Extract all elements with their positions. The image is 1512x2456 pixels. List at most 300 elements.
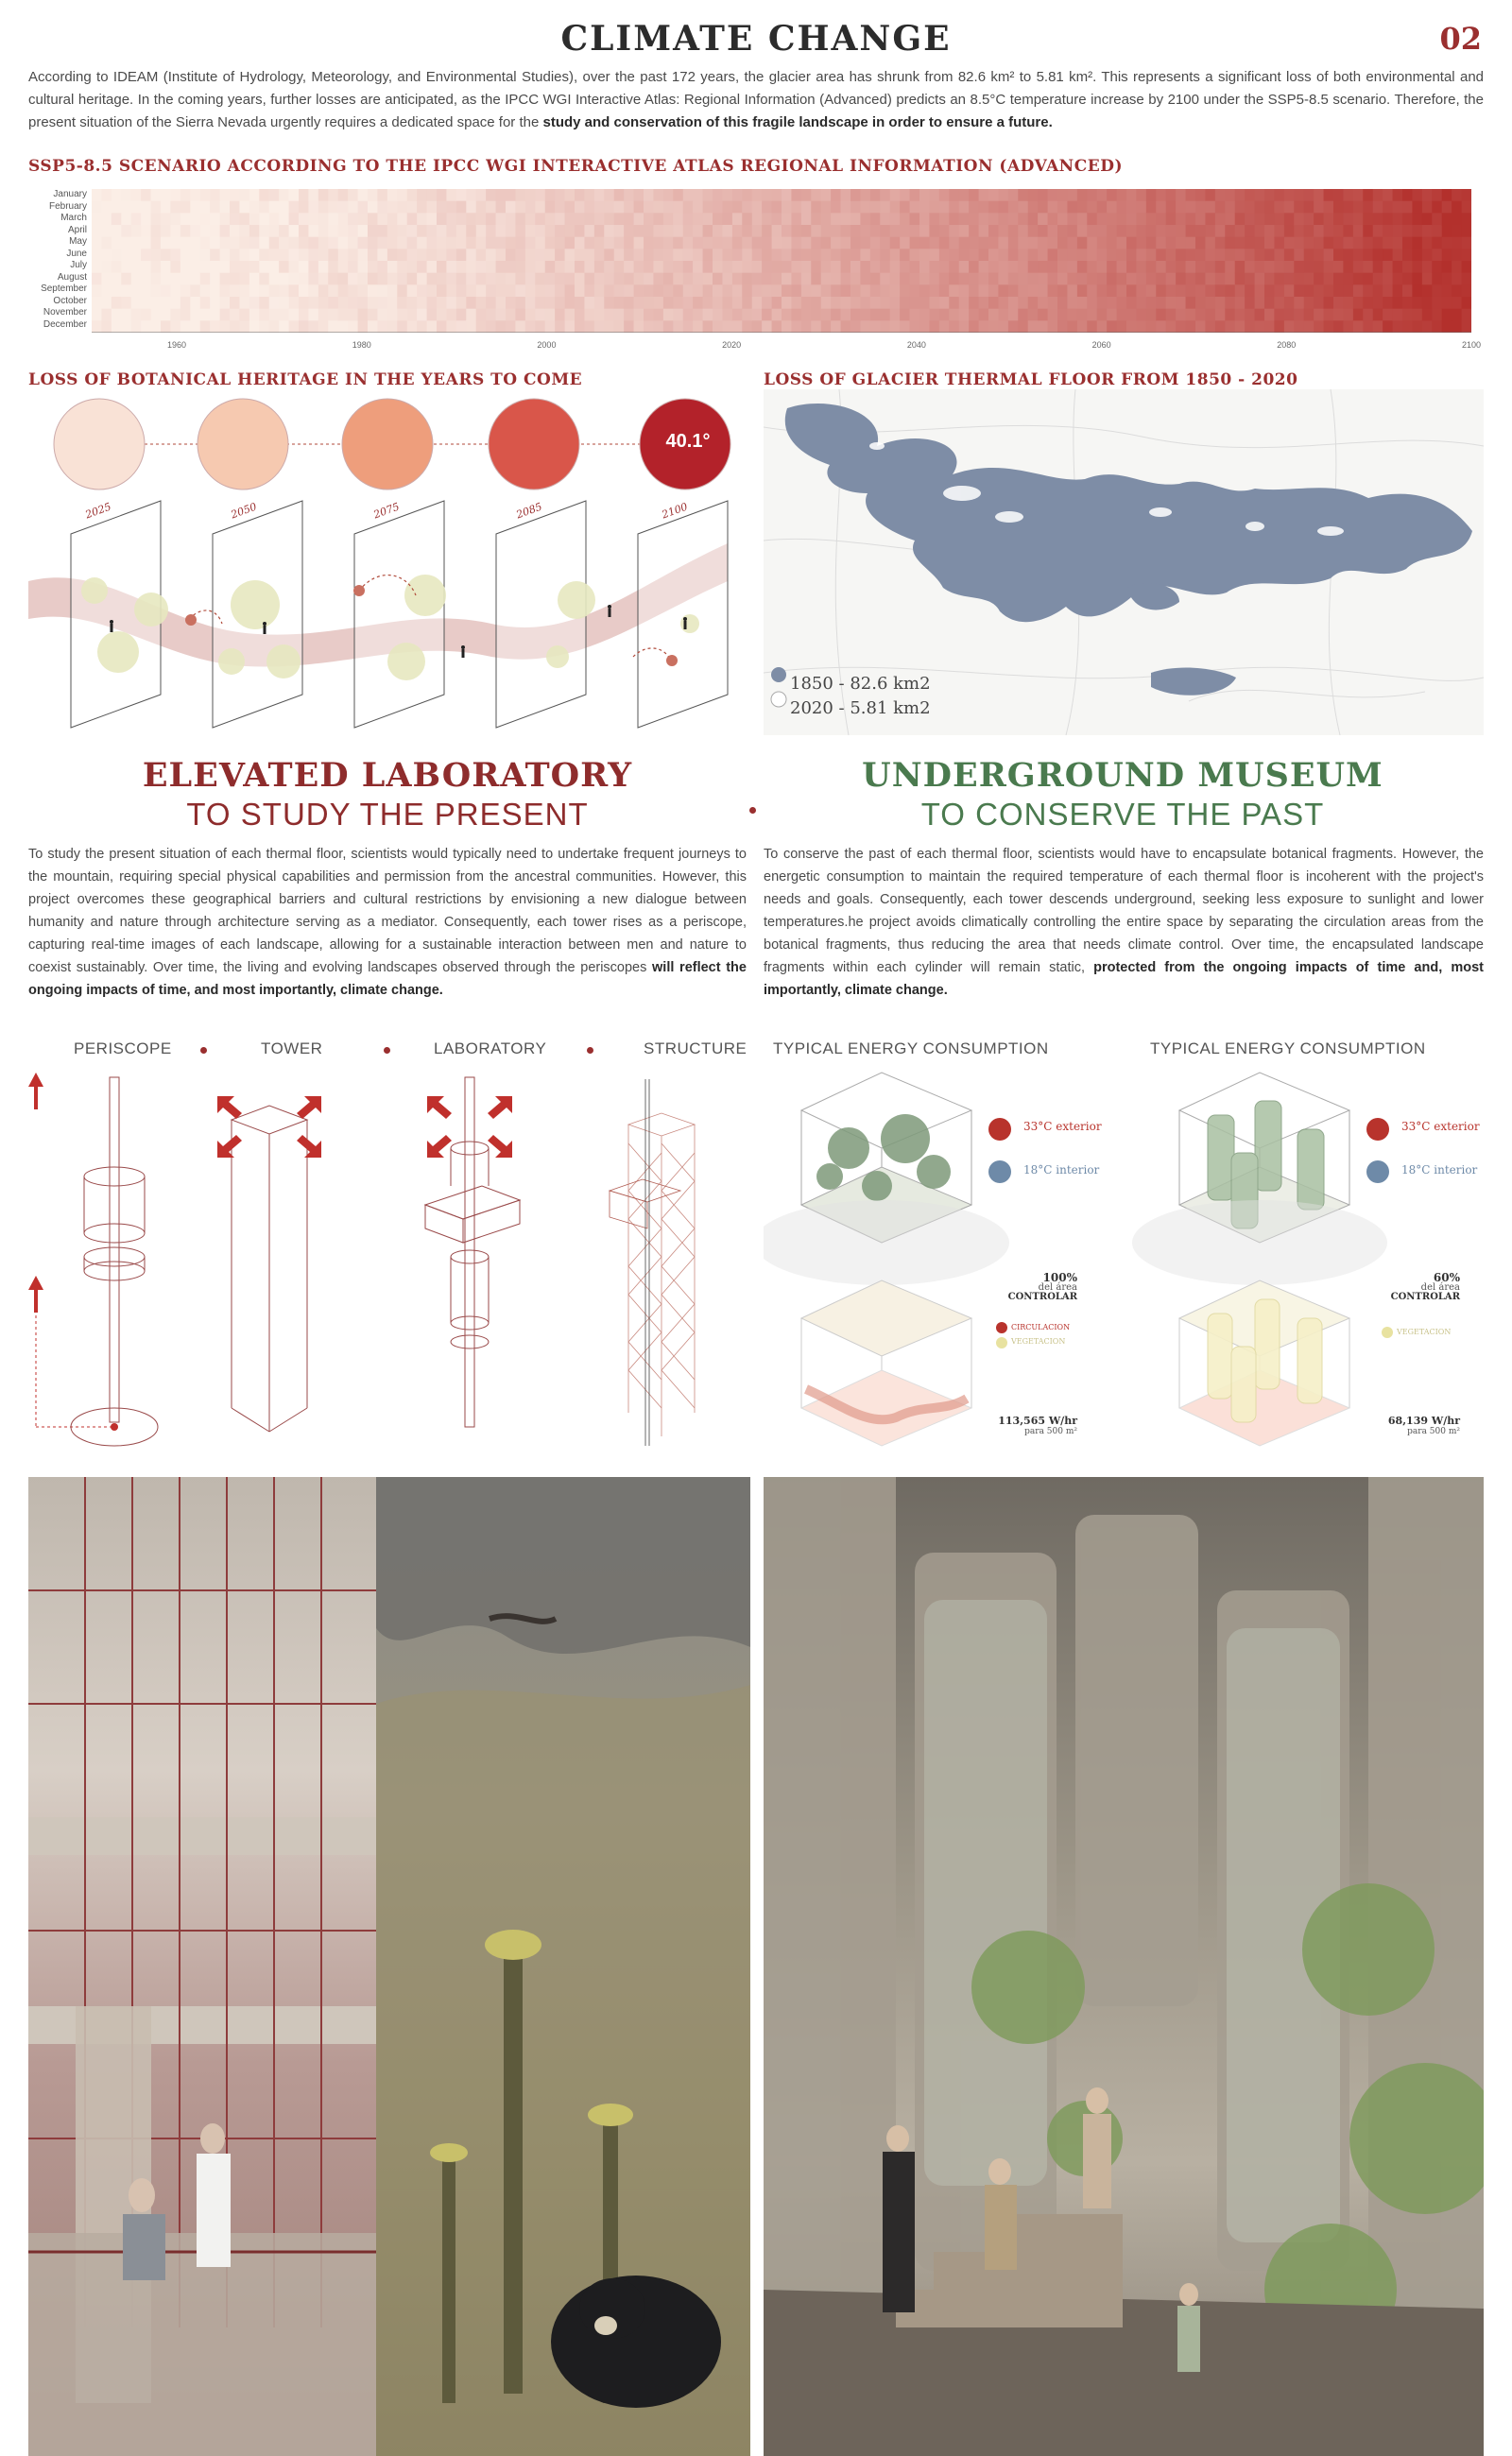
botanical-title: LOSS OF BOTANICAL HERITAGE IN THE YEARS TO COME <box>28 370 583 389</box>
heatmap-cell <box>772 284 782 297</box>
heatmap-cell <box>1195 189 1206 201</box>
heatmap-cell <box>456 273 467 285</box>
label-dot <box>587 1047 593 1054</box>
heatmap-cell <box>446 189 456 201</box>
heatmap-cell <box>1294 213 1304 225</box>
heatmap-cell <box>791 189 801 201</box>
heatmap-cell <box>801 237 812 249</box>
heatmap-cell <box>1255 297 1265 309</box>
heatmap-cell <box>1156 249 1166 261</box>
heatmap-cell <box>1245 189 1255 201</box>
heatmap-cell <box>1363 261 1373 273</box>
heatmap-cell <box>1097 320 1108 333</box>
heatmap-cell <box>190 249 200 261</box>
heatmap-cell <box>693 225 703 237</box>
heatmap-cell <box>752 249 763 261</box>
right-legend-vegetation: VEGETACION <box>1397 1328 1452 1336</box>
heatmap-cell <box>486 273 496 285</box>
heatmap-cell <box>772 249 782 261</box>
heatmap-cell <box>358 201 369 214</box>
heatmap-cell <box>910 261 920 273</box>
heatmap-cell <box>466 273 476 285</box>
heatmap-cell <box>1166 237 1177 249</box>
heatmap-cell <box>555 237 565 249</box>
heatmap-cell <box>1442 273 1452 285</box>
heatmap-cell <box>998 225 1008 237</box>
heatmap-cell <box>1176 297 1186 309</box>
heatmap-cell <box>466 189 476 201</box>
heatmap-cell <box>860 297 870 309</box>
heatmap-cell <box>565 320 576 333</box>
heatmap-cell <box>476 297 487 309</box>
heatmap-cell <box>683 261 694 273</box>
heatmap-cell <box>161 284 171 297</box>
heatmap-cell <box>348 284 358 297</box>
page-number: 02 <box>1439 21 1482 57</box>
heatmap-cell <box>850 297 861 309</box>
heatmap-cell <box>506 201 516 214</box>
highlight-temperature: 40.1° <box>665 431 711 452</box>
heatmap-cell <box>801 249 812 261</box>
heatmap-chart <box>92 189 1471 333</box>
heatmap-cell <box>289 213 300 225</box>
heatmap-cell <box>1087 201 1097 214</box>
heatmap-cell <box>1245 237 1255 249</box>
heatmap-cell <box>446 284 456 297</box>
heatmap-cell <box>1117 201 1127 214</box>
heatmap-cell <box>1284 273 1295 285</box>
heatmap-cell <box>368 261 378 273</box>
heatmap-cell <box>1245 297 1255 309</box>
heatmap-cell <box>1038 225 1048 237</box>
heatmap-cell <box>604 249 614 261</box>
heatmap-cell <box>496 273 507 285</box>
heatmap-cell <box>900 273 910 285</box>
heatmap-cell <box>249 273 260 285</box>
right-exterior-temp: 33°C exterior <box>1401 1120 1480 1133</box>
heatmap-cell <box>604 297 614 309</box>
heatmap-cell <box>742 237 752 249</box>
heatmap-cell <box>1264 320 1275 333</box>
heatmap-cell <box>1126 284 1137 297</box>
heatmap-cell <box>653 284 663 297</box>
heatmap-cell <box>1353 273 1364 285</box>
heatmap-cell <box>900 261 910 273</box>
heatmap-cell <box>890 249 901 261</box>
heatmap-cell <box>1057 249 1068 261</box>
heatmap-cell <box>466 309 476 321</box>
heatmap-cell <box>1166 261 1177 273</box>
heatmap-cell <box>121 320 131 333</box>
heatmap-cell <box>811 284 821 297</box>
heatmap-cell <box>1215 320 1226 333</box>
heatmap-cell <box>269 237 280 249</box>
heatmap-cell <box>1195 273 1206 285</box>
heatmap-cell <box>1156 309 1166 321</box>
heatmap-cell <box>663 297 674 309</box>
heatmap-cell <box>151 189 162 201</box>
heatmap-cell <box>959 189 970 201</box>
heatmap-cell <box>318 309 329 321</box>
heatmap-cell <box>1235 237 1246 249</box>
heatmap-cell <box>831 249 841 261</box>
heatmap-cell <box>427 189 438 201</box>
heatmap-cell <box>417 237 427 249</box>
heatmap-cell <box>437 213 447 225</box>
heatmap-cell <box>1186 309 1196 321</box>
heatmap-cell <box>653 237 663 249</box>
heatmap-cell <box>456 297 467 309</box>
heatmap-cell <box>1186 213 1196 225</box>
heatmap-cell <box>1324 237 1334 249</box>
heatmap-cell <box>565 237 576 249</box>
heatmap-cell <box>1363 284 1373 297</box>
heatmap-cell <box>525 249 536 261</box>
heatmap-cell <box>1107 189 1117 201</box>
heatmap-cell <box>841 201 851 214</box>
heatmap-cell <box>604 189 614 201</box>
heatmap-cell <box>1038 189 1048 201</box>
heatmap-cell <box>821 297 832 309</box>
heatmap-cell <box>565 261 576 273</box>
heatmap-cell <box>1255 249 1265 261</box>
heatmap-cell <box>1097 297 1108 309</box>
heatmap-cell <box>417 284 427 297</box>
heatmap-cell <box>1383 225 1393 237</box>
heatmap-cell <box>555 225 565 237</box>
heatmap-cell <box>673 201 683 214</box>
heatmap-cell <box>870 225 881 237</box>
heatmap-cell <box>1363 309 1373 321</box>
heatmap-cell <box>1412 249 1422 261</box>
heatmap-cell <box>1156 297 1166 309</box>
heatmap-cell <box>1353 284 1364 297</box>
heatmap-cell <box>515 249 525 261</box>
heatmap-cell <box>1186 201 1196 214</box>
heatmap-cell <box>210 189 220 201</box>
heatmap-cell <box>555 201 565 214</box>
heatmap-cell <box>417 213 427 225</box>
heatmap-cell <box>1136 237 1146 249</box>
heatmap-cell <box>1235 213 1246 225</box>
heatmap-cell <box>584 225 594 237</box>
heatmap-cell <box>377 225 387 237</box>
heatmap-cell <box>693 237 703 249</box>
heatmap-cell <box>614 213 625 225</box>
heatmap-cell <box>791 297 801 309</box>
heatmap-cell <box>880 297 890 309</box>
heatmap-cell <box>269 273 280 285</box>
heatmap-cell <box>1314 309 1324 321</box>
heatmap-cell <box>1028 213 1039 225</box>
heatmap-cell <box>1156 284 1166 297</box>
heatmap-cell <box>1166 297 1177 309</box>
heatmap-cell <box>338 284 349 297</box>
heatmap-cell <box>92 320 102 333</box>
heatmap-cell <box>742 297 752 309</box>
heatmap-cell <box>1373 225 1383 237</box>
heatmap-cell <box>772 320 782 333</box>
heatmap-cell <box>575 284 585 297</box>
heatmap-cell <box>949 309 959 321</box>
heatmap-cell <box>239 249 249 261</box>
heatmap-cell <box>210 309 220 321</box>
heatmap-cell <box>387 225 398 237</box>
heatmap-cell <box>210 213 220 225</box>
heatmap-cell <box>772 309 782 321</box>
heatmap-cell <box>919 261 930 273</box>
heatmap-cell <box>1018 189 1028 201</box>
heatmap-cell <box>831 284 841 297</box>
heatmap-cell <box>387 320 398 333</box>
heatmap-cell <box>959 201 970 214</box>
year-label-2025: 2025 <box>83 500 113 522</box>
heatmap-cell <box>644 309 654 321</box>
heatmap-cell <box>1255 237 1265 249</box>
heatmap-cell <box>653 273 663 285</box>
heatmap-cell <box>1274 249 1284 261</box>
heatmap-cell <box>1333 225 1344 237</box>
heatmap-cell <box>1195 320 1206 333</box>
heatmap-cell <box>180 237 191 249</box>
heatmap-cell <box>1255 320 1265 333</box>
heatmap-cell <box>939 225 950 237</box>
heatmap-cell <box>1412 189 1422 201</box>
heatmap-cell <box>1353 297 1364 309</box>
heatmap-cell <box>1432 201 1442 214</box>
heatmap-cell <box>998 237 1008 249</box>
heatmap-cell <box>1057 284 1068 297</box>
heatmap-cell <box>762 249 772 261</box>
heatmap-cell <box>742 320 752 333</box>
heatmap-cell <box>151 309 162 321</box>
heatmap-cell <box>1008 249 1019 261</box>
heatmap-cell <box>1235 225 1246 237</box>
heatmap-cell <box>673 284 683 297</box>
heatmap-cell <box>1028 309 1039 321</box>
heatmap-cell <box>575 273 585 285</box>
heatmap-cell <box>1314 249 1324 261</box>
heatmap-cell <box>900 249 910 261</box>
heatmap-cell <box>308 297 318 309</box>
heatmap-cell <box>545 237 556 249</box>
heatmap-cell <box>289 237 300 249</box>
heatmap-cell <box>476 213 487 225</box>
heatmap-cell <box>239 297 249 309</box>
heatmap-cell <box>949 249 959 261</box>
label-dot <box>384 1047 390 1054</box>
heatmap-cell <box>1462 249 1471 261</box>
heatmap-cell <box>821 225 832 237</box>
heatmap-year-label: 2080 <box>1277 340 1297 350</box>
heatmap-cell <box>693 309 703 321</box>
heatmap-cell <box>161 309 171 321</box>
heatmap-cell <box>880 284 890 297</box>
heatmap-cell <box>742 225 752 237</box>
heatmap-cell <box>368 213 378 225</box>
heatmap-month-label: March <box>60 213 87 223</box>
heatmap-cell <box>1393 309 1403 321</box>
heatmap-cell <box>397 189 407 201</box>
heatmap-cell <box>1057 237 1068 249</box>
heatmap-cell <box>614 237 625 249</box>
heatmap-cell <box>1314 320 1324 333</box>
heatmap-cell <box>476 309 487 321</box>
heatmap-cell <box>752 213 763 225</box>
heatmap-cell <box>1235 201 1246 214</box>
heatmap-cell <box>791 237 801 249</box>
heatmap-cell <box>328 225 338 237</box>
heatmap-cell <box>545 320 556 333</box>
heatmap-cell <box>732 249 743 261</box>
heatmap-cell <box>782 284 792 297</box>
heatmap-cell <box>230 320 240 333</box>
heatmap-cell <box>1077 297 1088 309</box>
heatmap-cell <box>259 320 269 333</box>
heatmap-cell <box>644 320 654 333</box>
heatmap-cell <box>259 273 269 285</box>
heatmap-cell <box>1314 225 1324 237</box>
heatmap-cell <box>308 261 318 273</box>
heatmap-cell <box>1393 189 1403 201</box>
heatmap-cell <box>594 201 605 214</box>
heatmap-cell <box>427 249 438 261</box>
heatmap-cell <box>1107 297 1117 309</box>
heatmap-cell <box>456 213 467 225</box>
heatmap-cell <box>584 273 594 285</box>
heatmap-cell <box>101 261 112 273</box>
heatmap-cell <box>535 249 545 261</box>
heatmap-cell <box>831 201 841 214</box>
heatmap-cell <box>1422 297 1433 309</box>
heatmap-cell <box>850 309 861 321</box>
heatmap-cell <box>1264 225 1275 237</box>
heatmap-cell <box>1136 261 1146 273</box>
heatmap-cell <box>939 309 950 321</box>
heatmap-cell <box>811 237 821 249</box>
heatmap-cell <box>1462 201 1471 214</box>
heatmap-cell <box>594 261 605 273</box>
heatmap-cell <box>112 201 122 214</box>
heatmap-cell <box>801 297 812 309</box>
heatmap-cell <box>752 309 763 321</box>
heatmap-cell <box>358 249 369 261</box>
heatmap-cell <box>1333 297 1344 309</box>
heatmap-cell <box>486 309 496 321</box>
heatmap-cell <box>1393 273 1403 285</box>
heatmap-cell <box>506 249 516 261</box>
label-tower: TOWER <box>261 1039 323 1057</box>
heatmap-cell <box>141 320 151 333</box>
heatmap-cell <box>328 249 338 261</box>
heatmap-cell <box>1057 213 1068 225</box>
heatmap-cell <box>1373 249 1383 261</box>
heatmap-year-label: 2100 <box>1462 340 1482 350</box>
heatmap-cell <box>988 201 999 214</box>
heatmap-cell <box>1373 261 1383 273</box>
heatmap-cell <box>1215 297 1226 309</box>
temperature-circle-2025 <box>54 399 145 489</box>
heatmap-year-label: 1980 <box>352 340 371 350</box>
heatmap-cell <box>1284 237 1295 249</box>
heatmap-cell <box>437 297 447 309</box>
heatmap-cell <box>318 261 329 273</box>
heatmap-cell <box>1245 213 1255 225</box>
heatmap-cell <box>1146 225 1157 237</box>
heatmap-cell <box>210 237 220 249</box>
lab-title: ELEVATED LABORATORY <box>142 756 633 795</box>
heatmap-cell <box>998 297 1008 309</box>
heatmap-cell <box>821 320 832 333</box>
heatmap-cell <box>614 225 625 237</box>
heatmap-cell <box>890 284 901 297</box>
heatmap-cell <box>1215 309 1226 321</box>
heatmap-cell <box>673 297 683 309</box>
heatmap-cell <box>289 273 300 285</box>
heatmap-cell <box>1097 273 1108 285</box>
heatmap-cell <box>358 297 369 309</box>
heatmap-cell <box>1117 189 1127 201</box>
heatmap-cell <box>348 225 358 237</box>
heatmap-cell <box>446 225 456 237</box>
heatmap-cell <box>1422 237 1433 249</box>
heatmap-cell <box>939 201 950 214</box>
heatmap-cell <box>791 320 801 333</box>
heatmap-cell <box>407 320 418 333</box>
heatmap-cell <box>515 297 525 309</box>
heatmap-cell <box>1294 237 1304 249</box>
heatmap-cell <box>535 225 545 237</box>
heatmap-cell <box>1186 297 1196 309</box>
heatmap-cell <box>1156 213 1166 225</box>
heatmap-month-label: February <box>48 200 87 212</box>
heatmap-cell <box>1057 309 1068 321</box>
heatmap-cell <box>151 225 162 237</box>
heatmap-cell <box>279 297 289 309</box>
museum-title: UNDERGROUND MUSEUM <box>862 756 1383 795</box>
heatmap-cell <box>92 237 102 249</box>
lab-paragraph <box>28 843 747 1002</box>
year-label-2085: 2085 <box>514 500 544 522</box>
heatmap-cell <box>1304 320 1314 333</box>
heatmap-cell <box>1126 297 1137 309</box>
heatmap-cell <box>663 213 674 225</box>
heatmap-cell <box>259 297 269 309</box>
heatmap-cell <box>299 309 309 321</box>
left-consumption: 113,565 W/hr <box>998 1415 1077 1427</box>
heatmap-cell <box>496 284 507 297</box>
heatmap-cell <box>634 249 644 261</box>
heatmap-cell <box>811 249 821 261</box>
heatmap-cell <box>279 273 289 285</box>
heatmap-cell <box>230 273 240 285</box>
heatmap-cell <box>831 189 841 201</box>
heatmap-cell <box>476 201 487 214</box>
heatmap-cell <box>1304 297 1314 309</box>
heatmap-cell <box>535 213 545 225</box>
heatmap-cell <box>890 201 901 214</box>
heatmap-cell <box>1205 201 1215 214</box>
heatmap-cell <box>180 284 191 297</box>
heatmap-cell <box>1107 237 1117 249</box>
heatmap-cell <box>515 225 525 237</box>
heatmap-cell <box>1432 273 1442 285</box>
heatmap-cell <box>624 249 634 261</box>
heatmap-cell <box>722 225 732 237</box>
heatmap-cell <box>299 189 309 201</box>
heatmap-cell <box>1343 309 1353 321</box>
heatmap-cell <box>427 261 438 273</box>
